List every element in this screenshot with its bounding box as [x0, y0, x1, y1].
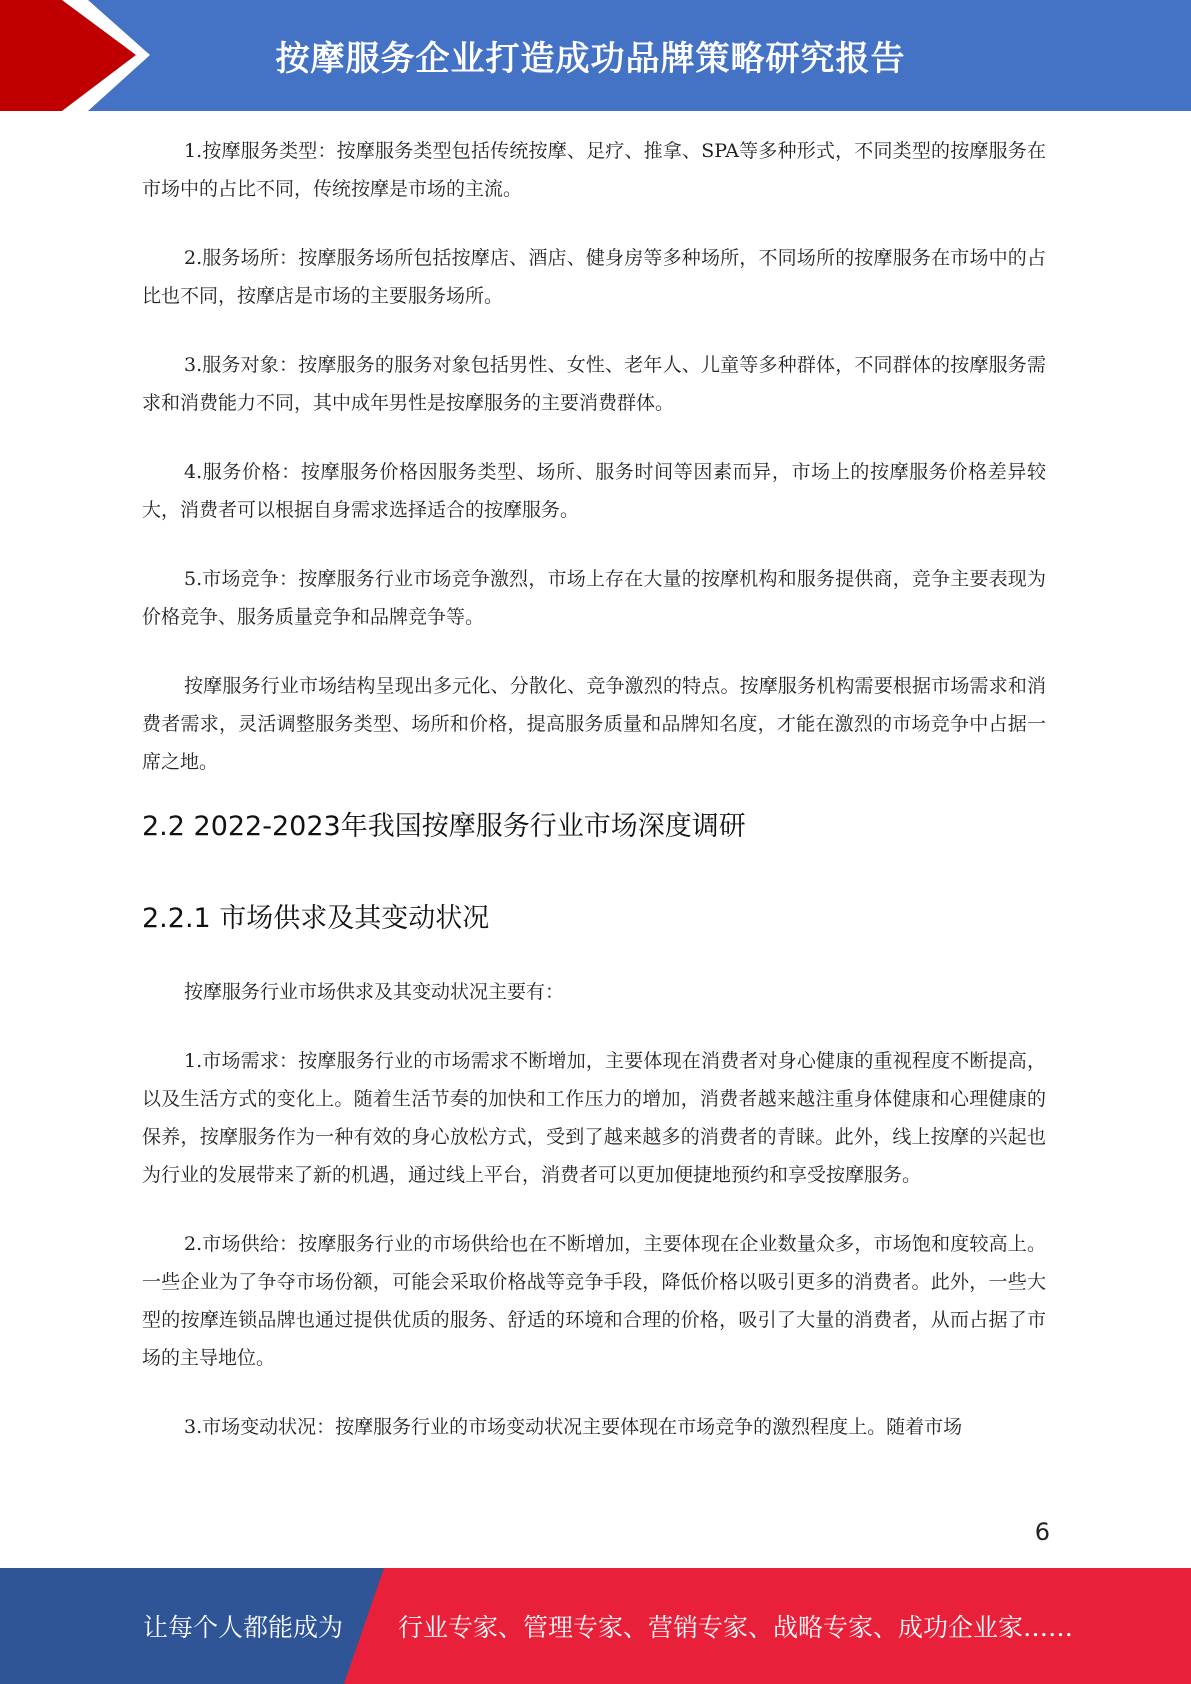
paragraph-market-demand: 1.市场需求：按摩服务行业的市场需求不断增加，主要体现在消费者对身心健康的重视程度不断提高，以及生活方式的变化上。随着生活节奏的加快和工作压力的增加，消费者越来越注重身体健康和心理健康的保养，按摩服务作为一种有效的身心放松方式，受到了越来越多的消费者的青睐。此外，线上按摩的兴起也为行业的发展带来了新的机遇，通过线上平台，消费者可以更加便捷地预约和享受按摩服务。 — [142, 1050, 1046, 1186]
subsection-heading: 2.2.1 市场供求及其变动状况 — [142, 903, 490, 934]
paragraph-service-venue: 2.服务场所：按摩服务场所包括按摩店、酒店、健身房等多种场所，不同场所的按摩服务在市场中的占比也不同，按摩店是市场的主要服务场所。 — [142, 247, 1046, 307]
paragraph-market-competition: 5.市场竞争：按摩服务行业市场竞争激烈，市场上存在大量的按摩机构和服务提供商，竞争主要表现为价格竞争、服务质量竞争和品牌竞争等。 — [142, 568, 1046, 628]
page-number: 6 — [1034, 1518, 1050, 1546]
paragraph-service-target: 3.服务对象：按摩服务的服务对象包括男性、女性、老年人、儿童等多种群体，不同群体的按摩服务需求和消费能力不同，其中成年男性是按摩服务的主要消费群体。 — [142, 354, 1046, 414]
paragraph-service-price: 4.服务价格：按摩服务价格因服务类型、场所、服务时间等因素而异，市场上的按摩服务价格差异较大，消费者可以根据自身需求选择适合的按摩服务。 — [142, 461, 1046, 521]
section-heading: 2.2 2022-2023年我国按摩服务行业市场深度调研 — [142, 811, 746, 842]
paragraph-market-structure: 按摩服务行业市场结构呈现出多元化、分散化、竞争激烈的特点。按摩服务机构需要根据市场需求和消费者需求，灵活调整服务类型、场所和价格，提高服务质量和品牌知名度，才能在激烈的市场竞争中占据一席之地。 — [142, 675, 1046, 773]
page-footer — [0, 1568, 1191, 1684]
footer-slogan-left: 让每个人都能成为 — [143, 1613, 344, 1642]
page-header — [0, 0, 1191, 111]
document-body — [142, 132, 1046, 1446]
paragraph-supply-demand-intro: 按摩服务行业市场供求及其变动状况主要有： — [184, 981, 565, 1003]
paragraph-market-supply: 2.市场供给：按摩服务行业的市场供给也在不断增加，主要体现在企业数量众多，市场饱和度较高上。一些企业为了争夺市场份额，可能会采取价格战等竞争手段，降低价格以吸引更多的消费者。此外，一些大型的按摩连锁品牌也通过提供优质的服务、舒适的环境和合理的价格，吸引了大量的消费者，从而占据了市场的主导地位。 — [142, 1233, 1046, 1369]
footer-slogan-right: 行业专家、管理专家、营销专家、战略专家、成功企业家…… — [398, 1613, 1074, 1642]
paragraph-market-change: 3.市场变动状况：按摩服务行业的市场变动状况主要体现在市场竞争的激烈程度上。随着市场 — [184, 1416, 963, 1438]
header-red-arrow — [0, 0, 136, 111]
paragraph-service-type: 1.按摩服务类型：按摩服务类型包括传统按摩、足疗、推拿、SPA等多种形式，不同类型的按摩服务在市场中的占比不同，传统按摩是市场的主流。 — [142, 140, 1046, 200]
report-title: 按摩服务企业打造成功品牌策略研究报告 — [275, 39, 906, 79]
